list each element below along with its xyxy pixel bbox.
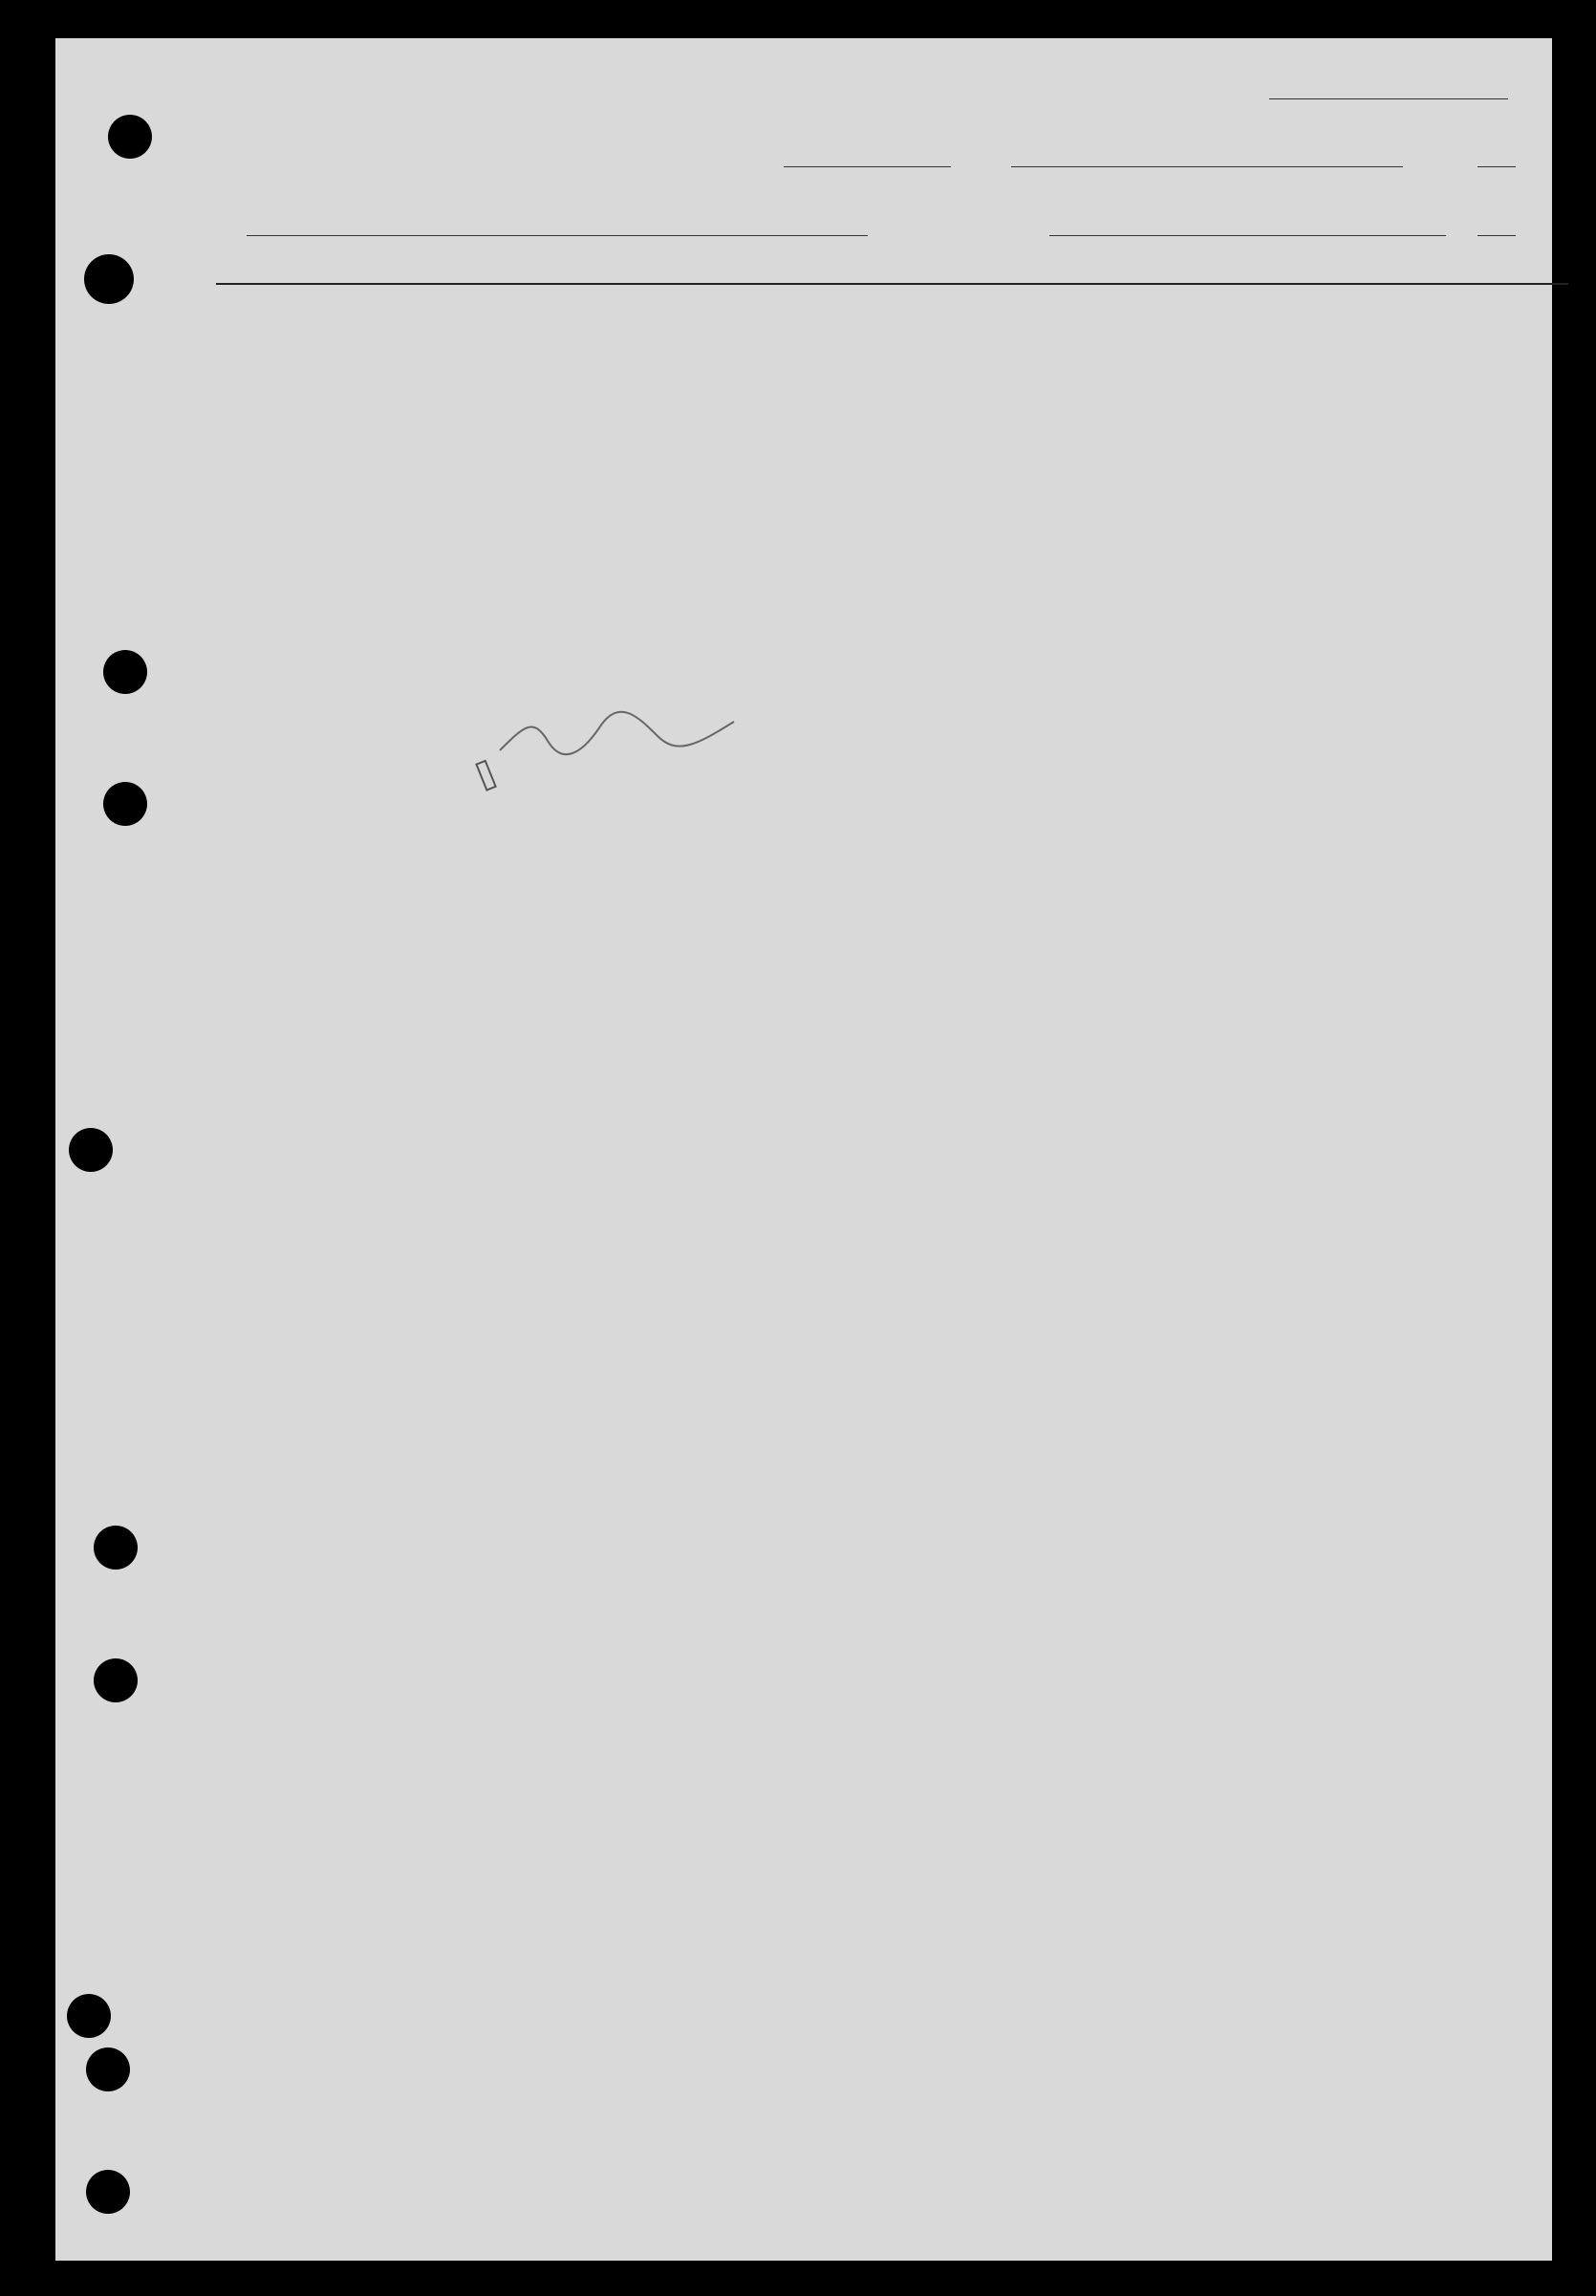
punch-hole: [84, 254, 134, 304]
punch-hole: [108, 115, 152, 159]
inspector-stamp: [476, 761, 496, 790]
punch-hole: [67, 1994, 111, 2038]
punch-hole: [69, 1128, 113, 1172]
punch-hole: [103, 782, 147, 826]
manifest-page: [55, 38, 1552, 2261]
punch-hole: [94, 1658, 138, 1702]
stamp-us: [475, 760, 497, 791]
signature-mark: [495, 707, 744, 765]
punch-hole: [103, 650, 147, 694]
punch-hole: [86, 2047, 130, 2091]
punch-hole: [94, 1526, 138, 1570]
punch-hole: [86, 2170, 130, 2214]
